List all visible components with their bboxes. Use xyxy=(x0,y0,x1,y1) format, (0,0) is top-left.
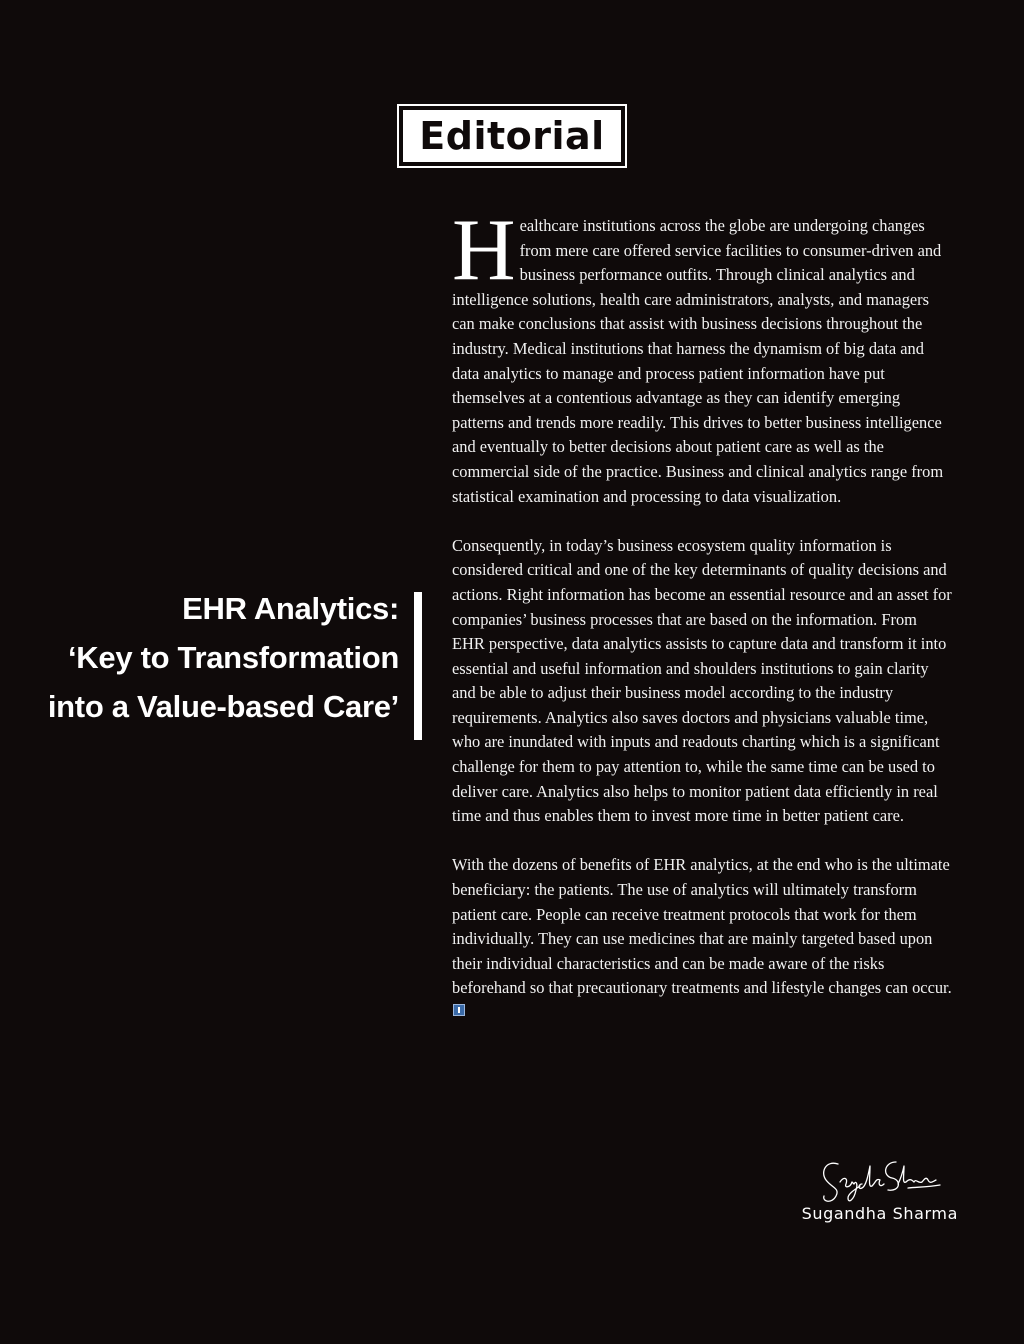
headline-line-2: ‘Key to Transformation xyxy=(67,640,399,675)
paragraph-3 xyxy=(452,853,952,1025)
paragraph-2: Consequently, in today’s business ecosystem quality information is considered critical and one of the key determinants of quality decisions and actions. Right information has become an essential resource and an asset for companies’ business processes that are based on the information. From EHR perspective, data analytics assists to capture data and transform it into essential and useful information and shoulders institutions to gain clarity and be able to adjust their business model according to the industry requirements. Analytics also saves doctors and physicians valuable time, who are inundated with inputs and readouts charting which is a significant challenge for them to pay attention to, while the same time can be used to deliver care. Analytics also helps to monitor patient data efficiently in real time and thus enables them to invest more time in better patient care. xyxy=(452,535,952,826)
paragraph-3-text: With the dozens of benefits of EHR analytics, at the end who is the ultimate beneficiary: the patients. The use of analytics will ultimately transform patient care. People can receive treatment protocols that work for them individually. They can use medicines that are mainly targeted based upon their individual characteristics and can be made aware of the risks beforehand so that precautionary treatments and lifestyle changes can occur. xyxy=(452,855,952,998)
section-label: Editorial xyxy=(403,110,621,162)
paragraph-1 xyxy=(452,202,952,509)
article-body xyxy=(452,202,952,1050)
headline-divider xyxy=(414,592,422,740)
headline-line-1: EHR Analytics: xyxy=(182,591,399,626)
article-headline xyxy=(30,584,399,731)
author-name: Sugandha Sharma xyxy=(801,1204,958,1223)
handwritten-signature xyxy=(818,1154,946,1208)
drop-cap: H xyxy=(452,202,516,299)
end-of-article-icon xyxy=(453,1004,465,1016)
headline-line-3: into a Value-based Care’ xyxy=(47,689,399,724)
paragraph-1-text: ealthcare institutions across the globe are undergoing changes from mere care offered service facilities to consumer-driven and business performance outfits. Through clinical analytics and intelligence solutions, health care administrators, analysts, and managers can make conclusions that assist with business decisions throughout the industry. Medical institutions that harness the dynamism of big data and data analytics to manage and process patient information have put themselves at a contentious advantage as they can identify emerging patterns and trends more readily. This drives to better business intelligence and eventually to better decisions about patient care as well as the commercial side of the practice. Business and clinical analytics range from statistical examination and processing to data visualization. xyxy=(452,216,944,506)
section-label-box xyxy=(397,104,627,168)
